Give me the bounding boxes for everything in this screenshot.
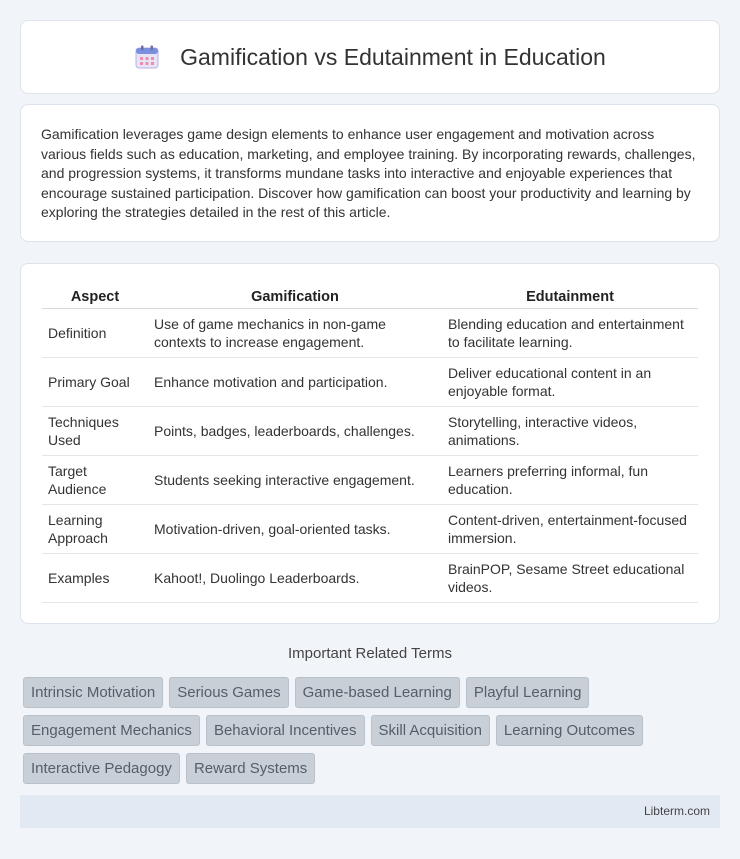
row-edutainment: Storytelling, interactive videos, animations. <box>442 406 698 455</box>
footer <box>20 795 720 828</box>
related-terms-list <box>23 677 723 791</box>
related-term-tag[interactable]: Learning Outcomes <box>496 715 643 746</box>
row-edutainment: Content-driven, entertainment-focused immersion. <box>442 504 698 553</box>
table-row <box>42 406 698 455</box>
related-term-tag[interactable]: Serious Games <box>169 677 288 708</box>
row-edutainment: Learners preferring informal, fun education. <box>442 455 698 504</box>
row-aspect: Learning Approach <box>42 504 148 553</box>
intro-text: Gamification leverages game design elements to enhance user engagement and motivation across various fields such as education, marketing, and employee training. By incorporating rewards, challenges, and progression systems, it transforms mundane tasks into interactive and enjoyable experiences that encourage sustained participation. Discover how gamification can boost your productivity and learning by exploring the strategies detailed in the rest of this article. <box>41 126 696 221</box>
row-aspect: Techniques Used <box>42 406 148 455</box>
related-term-tag[interactable]: Playful Learning <box>466 677 590 708</box>
table-row <box>42 504 698 553</box>
row-edutainment: Deliver educational content in an enjoyable format. <box>442 357 698 406</box>
header-edutainment: Edutainment <box>442 288 698 308</box>
row-gamification: Motivation-driven, goal-oriented tasks. <box>148 504 442 553</box>
calendar-icon <box>134 44 160 70</box>
row-aspect: Target Audience <box>42 455 148 504</box>
table-row <box>42 553 698 602</box>
table-row <box>42 308 698 357</box>
row-gamification: Students seeking interactive engagement. <box>148 455 442 504</box>
intro-card <box>20 104 720 242</box>
row-edutainment: Blending education and entertainment to facilitate learning. <box>442 308 698 357</box>
header-aspect: Aspect <box>42 288 148 308</box>
comparison-table-card <box>20 263 720 624</box>
footer-site-link[interactable]: Libterm.com <box>643 804 710 818</box>
related-term-tag[interactable]: Interactive Pedagogy <box>23 753 180 784</box>
table-header-row <box>42 288 698 308</box>
row-aspect: Primary Goal <box>42 357 148 406</box>
related-terms-title: Important Related Terms <box>288 645 452 662</box>
row-gamification: Use of game mechanics in non-game contexts to increase engagement. <box>148 308 442 357</box>
page-title: Gamification vs Edutainment in Education <box>180 43 606 70</box>
table-row <box>42 455 698 504</box>
related-term-tag[interactable]: Reward Systems <box>186 753 315 784</box>
row-aspect: Examples <box>42 553 148 602</box>
related-term-tag[interactable]: Game-based Learning <box>295 677 460 708</box>
related-term-tag[interactable]: Intrinsic Motivation <box>23 677 163 708</box>
row-edutainment: BrainPOP, Sesame Street educational videos. <box>442 553 698 602</box>
comparison-table <box>42 288 698 603</box>
row-aspect: Definition <box>42 308 148 357</box>
related-term-tag[interactable]: Skill Acquisition <box>371 715 490 746</box>
header-card <box>20 20 720 94</box>
row-gamification: Kahoot!, Duolingo Leaderboards. <box>148 553 442 602</box>
row-gamification: Points, badges, leaderboards, challenges. <box>148 406 442 455</box>
related-term-tag[interactable]: Engagement Mechanics <box>23 715 200 746</box>
header-gamification: Gamification <box>148 288 442 308</box>
related-term-tag[interactable]: Behavioral Incentives <box>206 715 365 746</box>
table-row <box>42 357 698 406</box>
row-gamification: Enhance motivation and participation. <box>148 357 442 406</box>
